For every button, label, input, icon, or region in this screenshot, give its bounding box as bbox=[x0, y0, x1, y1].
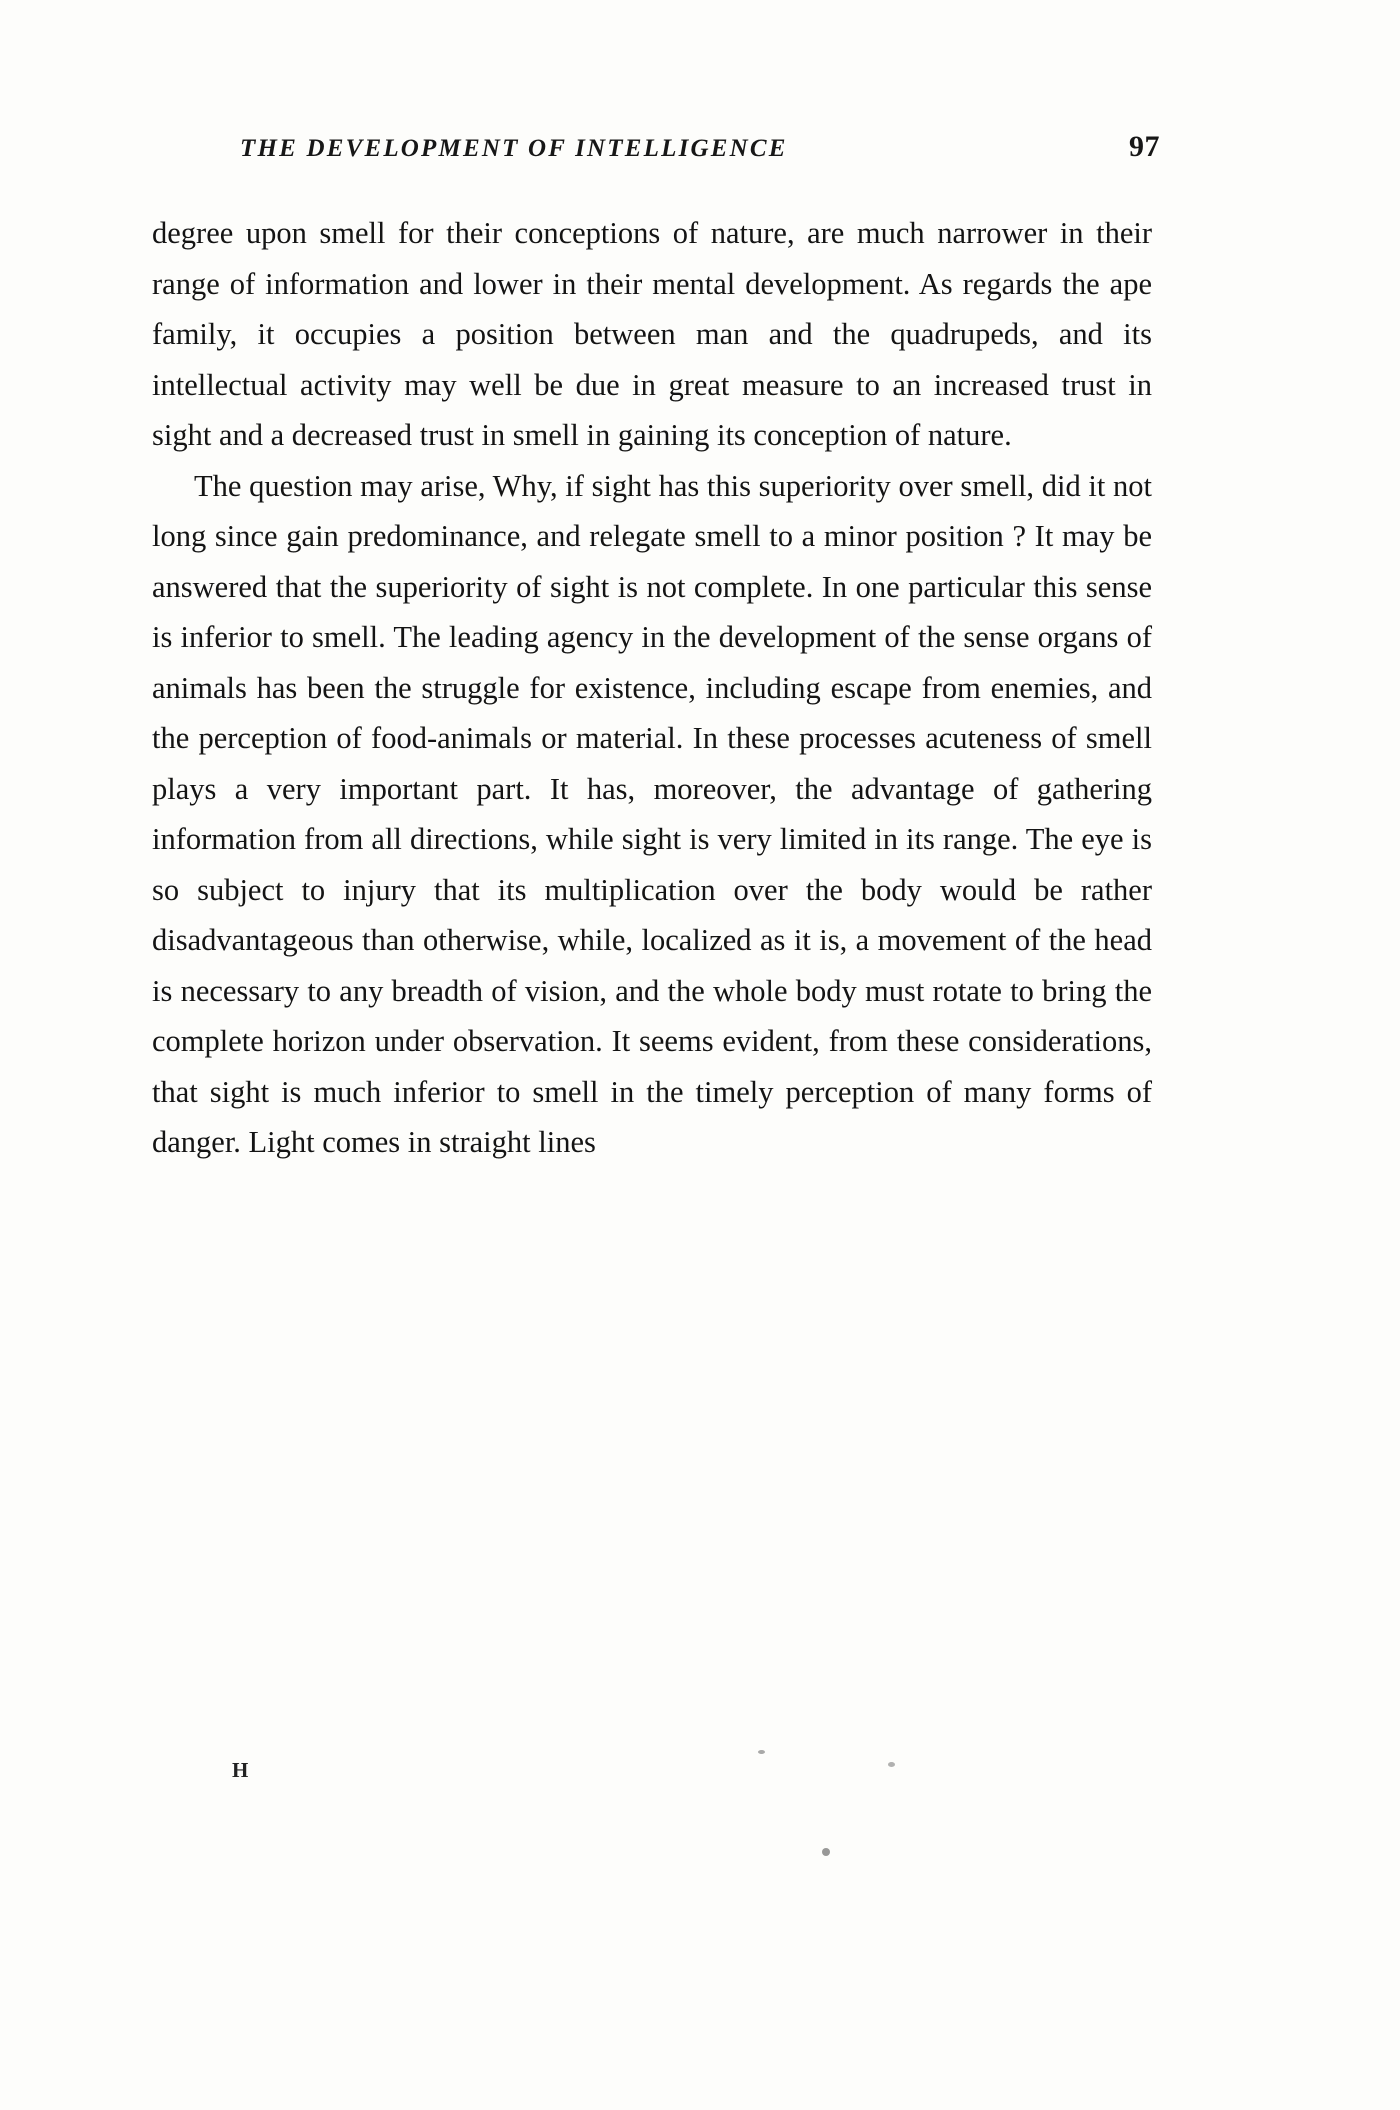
paragraph: The question may arise, Why, if sight has this superiority over smell, did it not long since gain predominance, and relegate smell to a minor position ? It may be answered that the superiority of sight is not complete. In one particular this sense is inferior to smell. The leading agency in the development of the sense organs of animals has been the struggle for existence, including escape from enemies, and the perception of food-animals or material. In these processes acuteness of smell plays a very important part. It has, moreover, the advantage of gathering information from all directions, while sight is very limited in its range. The eye is so subject to injury that its multiplication over the body would be rather disadvantageous than otherwise, while, localized as it is, a movement of the head is necessary to any breadth of vision, and the whole body must rotate to bring the complete horizon under observation. It seems evident, from these considerations, that sight is much inferior to smell in the timely perception of many forms of danger. Light comes in straight lines bbox=[152, 468, 1152, 1159]
page-speck bbox=[822, 1848, 830, 1856]
page-speck bbox=[758, 1750, 765, 1754]
paragraph: degree upon smell for their conceptions of nature, are much narrower in their range of information and lower in their mental development. As regards the ape family, it occupies a position between man and the quadrupeds, and its intellectual activity may well be due in great measure to an increased trust in sight and a decreased trust in smell in gaining its conception of nature. bbox=[152, 216, 1152, 452]
signature-mark: H bbox=[232, 1758, 250, 1782]
page-speck bbox=[888, 1762, 895, 1767]
page-number: 97 bbox=[1129, 130, 1160, 163]
running-head-title: THE DEVELOPMENT OF INTELLIGENCE bbox=[240, 135, 788, 162]
running-head bbox=[240, 130, 1160, 164]
body-text bbox=[152, 208, 1152, 1168]
